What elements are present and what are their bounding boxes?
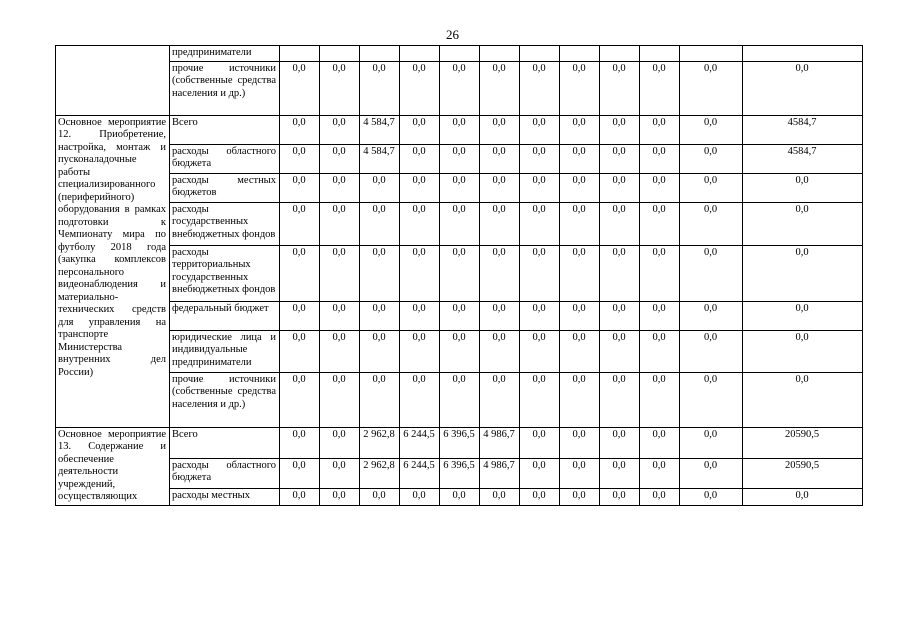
value-cell: 0,0 (600, 61, 640, 115)
value-cell: 0,0 (640, 115, 680, 144)
source-cell: Всего (170, 427, 280, 458)
value-cell: 0,0 (280, 115, 320, 144)
value-cell: 0,0 (440, 144, 480, 173)
value-cell: 0,0 (480, 372, 520, 427)
value-cell: 0,0 (600, 458, 640, 488)
page-number: 26 (446, 27, 459, 42)
value-cell: 0,0 (280, 245, 320, 301)
source-cell: прочие источники (собственные средства населения и др.) (170, 61, 280, 115)
table-row (56, 372, 863, 427)
source-cell: расходы областного бюджета (170, 144, 280, 173)
value-cell: 0,0 (640, 330, 680, 372)
value-cell: 0,0 (743, 372, 863, 427)
value-cell: 0,0 (560, 427, 600, 458)
table-row (56, 489, 863, 505)
value-cell: 6 396,5 (440, 427, 480, 458)
value-cell: 0,0 (560, 61, 600, 115)
value-cell: 6 244,5 (400, 458, 440, 488)
value-cell: 0,0 (600, 489, 640, 505)
value-cell: 0,0 (360, 173, 400, 202)
value-cell: 0,0 (743, 330, 863, 372)
value-cell: 20590,5 (743, 458, 863, 488)
value-cell: 0,0 (743, 489, 863, 505)
value-cell: 0,0 (600, 372, 640, 427)
value-cell: 0,0 (520, 458, 560, 488)
value-cell: 0,0 (480, 330, 520, 372)
value-cell: 0,0 (640, 202, 680, 245)
value-cell: 0,0 (400, 61, 440, 115)
value-cell (280, 46, 320, 62)
value-cell: 0,0 (400, 173, 440, 202)
value-cell: 0,0 (743, 301, 863, 330)
value-cell: 0,0 (520, 330, 560, 372)
value-cell: 0,0 (480, 489, 520, 505)
value-cell: 0,0 (680, 202, 743, 245)
value-cell: 0,0 (640, 61, 680, 115)
value-cell: 0,0 (640, 301, 680, 330)
value-cell: 0,0 (440, 372, 480, 427)
value-cell: 0,0 (320, 173, 360, 202)
value-cell: 0,0 (280, 202, 320, 245)
value-cell (400, 46, 440, 62)
value-cell: 0,0 (280, 61, 320, 115)
value-cell: 0,0 (520, 427, 560, 458)
value-cell (440, 46, 480, 62)
value-cell: 0,0 (680, 372, 743, 427)
value-cell: 0,0 (440, 245, 480, 301)
value-cell: 0,0 (600, 330, 640, 372)
value-cell: 0,0 (400, 144, 440, 173)
value-cell: 0,0 (400, 245, 440, 301)
value-cell (360, 46, 400, 62)
value-cell: 0,0 (320, 372, 360, 427)
value-cell: 4 584,7 (360, 115, 400, 144)
value-cell: 0,0 (440, 489, 480, 505)
value-cell: 0,0 (480, 144, 520, 173)
value-cell: 4 986,7 (480, 458, 520, 488)
measure-cell (56, 46, 170, 116)
value-cell: 0,0 (680, 458, 743, 488)
value-cell: 0,0 (320, 61, 360, 115)
value-cell: 0,0 (360, 202, 400, 245)
value-cell: 0,0 (560, 245, 600, 301)
table-row (56, 144, 863, 173)
value-cell: 0,0 (520, 115, 560, 144)
value-cell (520, 46, 560, 62)
value-cell: 0,0 (360, 489, 400, 505)
value-cell: 0,0 (560, 115, 600, 144)
value-cell: 0,0 (320, 301, 360, 330)
table-row (56, 202, 863, 245)
value-cell: 0,0 (640, 458, 680, 488)
source-cell: юридические лица и индивидуальные предприниматели (170, 330, 280, 372)
value-cell: 0,0 (440, 173, 480, 202)
value-cell: 0,0 (280, 330, 320, 372)
value-cell: 0,0 (280, 173, 320, 202)
value-cell: 0,0 (680, 301, 743, 330)
value-cell: 0,0 (320, 458, 360, 488)
value-cell: 0,0 (680, 61, 743, 115)
value-cell: 0,0 (360, 61, 400, 115)
value-cell: 0,0 (400, 489, 440, 505)
value-cell: 4584,7 (743, 144, 863, 173)
value-cell: 0,0 (520, 173, 560, 202)
value-cell: 0,0 (520, 61, 560, 115)
value-cell: 0,0 (400, 330, 440, 372)
value-cell: 0,0 (600, 144, 640, 173)
value-cell: 4 584,7 (360, 144, 400, 173)
value-cell: 0,0 (560, 489, 600, 505)
table-row (56, 330, 863, 372)
value-cell: 20590,5 (743, 427, 863, 458)
value-cell: 0,0 (640, 173, 680, 202)
value-cell: 6 244,5 (400, 427, 440, 458)
value-cell: 4 986,7 (480, 427, 520, 458)
value-cell: 0,0 (520, 372, 560, 427)
measure-cell: Основное мероприятие 12. Приобретение, настройка, монтаж и пусконаладочные работы специализированного (периферийного) оборудования в рамках подготовки к Чемпионату мира по футболу 2018 года (закупка комплексов персонального видеонаблюдения и материально-технических средств для управления на транспорте Министерства внутренних дел России) (56, 115, 170, 427)
value-cell: 0,0 (400, 372, 440, 427)
value-cell: 0,0 (480, 301, 520, 330)
source-cell: расходы местных (170, 489, 280, 505)
table-row (56, 61, 863, 115)
value-cell: 0,0 (680, 330, 743, 372)
value-cell (640, 46, 680, 62)
value-cell: 0,0 (440, 330, 480, 372)
value-cell: 0,0 (520, 245, 560, 301)
value-cell: 0,0 (280, 372, 320, 427)
value-cell: 0,0 (680, 115, 743, 144)
value-cell: 0,0 (280, 301, 320, 330)
value-cell: 0,0 (320, 202, 360, 245)
value-cell (743, 46, 863, 62)
value-cell: 0,0 (320, 330, 360, 372)
table-row (56, 301, 863, 330)
value-cell: 0,0 (743, 245, 863, 301)
value-cell: 0,0 (440, 301, 480, 330)
value-cell: 0,0 (360, 301, 400, 330)
value-cell (680, 46, 743, 62)
table-row (56, 46, 863, 62)
value-cell: 0,0 (320, 427, 360, 458)
value-cell: 0,0 (743, 173, 863, 202)
value-cell: 0,0 (400, 301, 440, 330)
source-cell: федеральный бюджет (170, 301, 280, 330)
value-cell: 0,0 (360, 245, 400, 301)
value-cell: 0,0 (440, 115, 480, 144)
table-row (56, 458, 863, 488)
table-row (56, 115, 863, 144)
value-cell: 0,0 (600, 202, 640, 245)
value-cell: 0,0 (320, 489, 360, 505)
value-cell: 0,0 (440, 61, 480, 115)
source-cell: расходы местных бюджетов (170, 173, 280, 202)
value-cell: 0,0 (480, 173, 520, 202)
source-cell: расходы территориальных государственных внебюджетных фондов (170, 245, 280, 301)
value-cell: 0,0 (640, 372, 680, 427)
source-cell: прочие источники (собственные средства населения и др.) (170, 372, 280, 427)
value-cell: 2 962,8 (360, 427, 400, 458)
value-cell: 0,0 (560, 173, 600, 202)
value-cell (480, 46, 520, 62)
value-cell: 0,0 (360, 330, 400, 372)
value-cell: 0,0 (520, 144, 560, 173)
value-cell: 0,0 (440, 202, 480, 245)
source-cell: Всего (170, 115, 280, 144)
table-row (56, 173, 863, 202)
value-cell: 0,0 (320, 144, 360, 173)
value-cell: 0,0 (680, 173, 743, 202)
value-cell: 0,0 (360, 372, 400, 427)
value-cell: 0,0 (640, 427, 680, 458)
value-cell: 4584,7 (743, 115, 863, 144)
value-cell: 0,0 (280, 144, 320, 173)
value-cell: 0,0 (640, 144, 680, 173)
value-cell: 0,0 (480, 61, 520, 115)
source-cell: расходы государственных внебюджетных фондов (170, 202, 280, 245)
value-cell: 0,0 (640, 489, 680, 505)
value-cell: 0,0 (560, 301, 600, 330)
value-cell: 0,0 (480, 202, 520, 245)
value-cell: 6 396,5 (440, 458, 480, 488)
value-cell: 0,0 (680, 489, 743, 505)
value-cell: 0,0 (600, 173, 640, 202)
value-cell: 0,0 (320, 245, 360, 301)
source-cell: предприниматели (170, 46, 280, 62)
value-cell: 0,0 (680, 427, 743, 458)
value-cell: 0,0 (600, 245, 640, 301)
source-cell: расходы областного бюджета (170, 458, 280, 488)
value-cell: 0,0 (600, 115, 640, 144)
value-cell: 2 962,8 (360, 458, 400, 488)
value-cell: 0,0 (480, 115, 520, 144)
budget-table (55, 45, 863, 506)
value-cell: 0,0 (320, 115, 360, 144)
value-cell: 0,0 (280, 458, 320, 488)
value-cell: 0,0 (400, 115, 440, 144)
value-cell: 0,0 (743, 202, 863, 245)
value-cell: 0,0 (560, 202, 600, 245)
value-cell: 0,0 (480, 245, 520, 301)
value-cell: 0,0 (520, 202, 560, 245)
value-cell (560, 46, 600, 62)
value-cell: 0,0 (520, 489, 560, 505)
value-cell: 0,0 (280, 489, 320, 505)
value-cell: 0,0 (600, 427, 640, 458)
value-cell (600, 46, 640, 62)
value-cell: 0,0 (400, 202, 440, 245)
value-cell: 0,0 (680, 144, 743, 173)
table-row (56, 427, 863, 458)
value-cell: 0,0 (600, 301, 640, 330)
value-cell: 0,0 (680, 245, 743, 301)
value-cell: 0,0 (280, 427, 320, 458)
value-cell: 0,0 (743, 61, 863, 115)
measure-cell: Основное мероприятие 13. Содержание и обеспечение деятельности учреждений, осуществляющих (56, 427, 170, 505)
value-cell: 0,0 (560, 144, 600, 173)
value-cell: 0,0 (560, 330, 600, 372)
table-row (56, 245, 863, 301)
value-cell: 0,0 (560, 458, 600, 488)
value-cell (320, 46, 360, 62)
value-cell: 0,0 (640, 245, 680, 301)
value-cell: 0,0 (520, 301, 560, 330)
value-cell: 0,0 (560, 372, 600, 427)
